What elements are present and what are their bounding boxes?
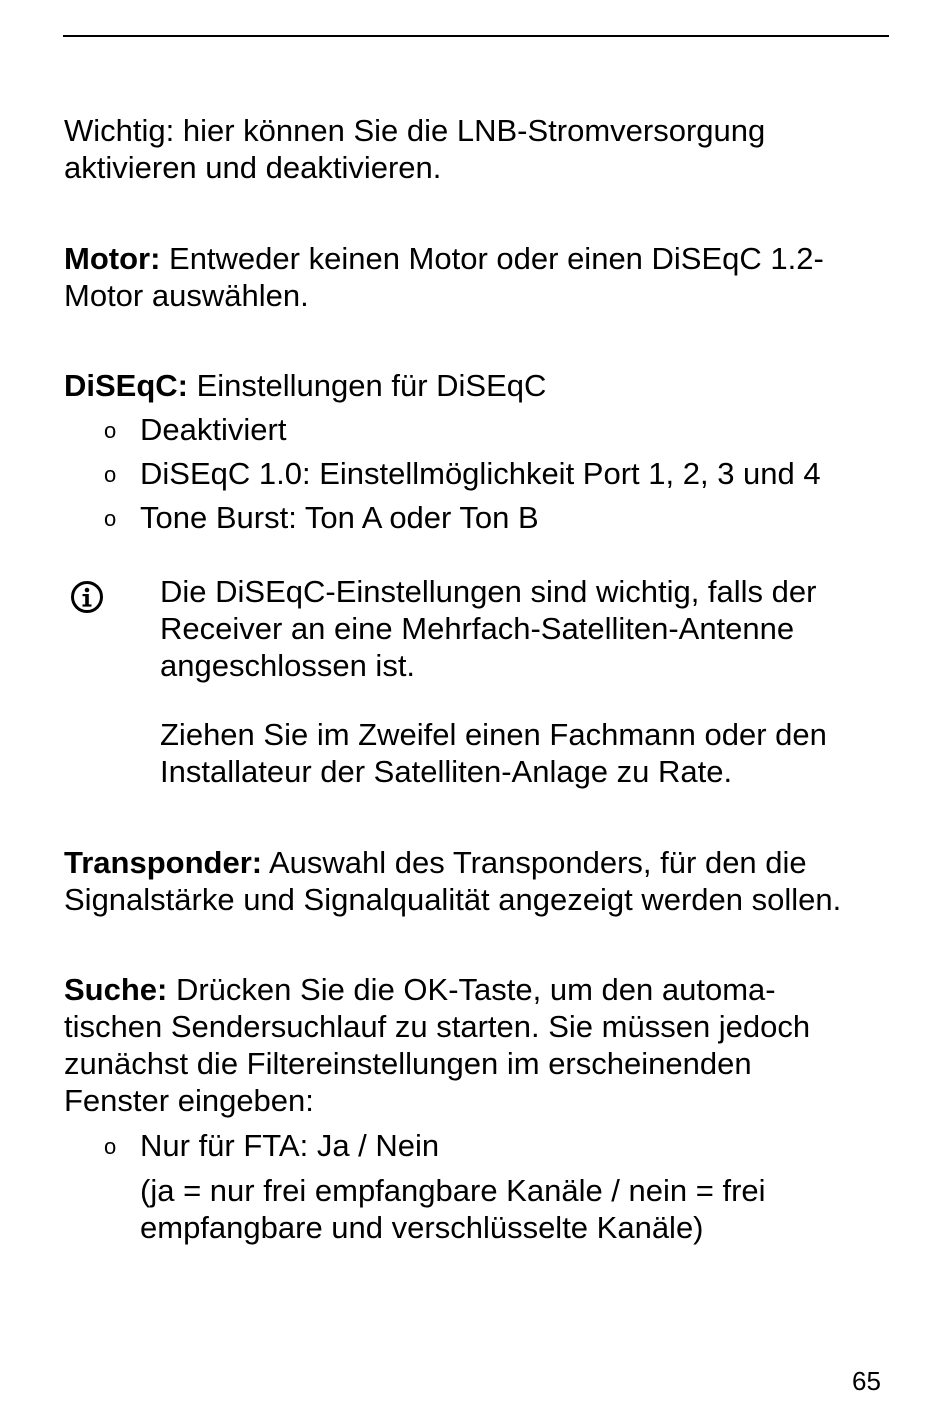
circle-bullet-icon: o <box>104 1134 117 1159</box>
note-line-5: Installateur der Satelliten-Anlage zu Rate. <box>160 754 733 789</box>
suche-line-4: Fenster eingeben: <box>64 1083 314 1118</box>
diseqc-option-label: Deaktiviert <box>140 412 287 447</box>
suche-line-3: zunächst die Filtereinstellungen im erscheinenden <box>64 1046 752 1081</box>
transponder-paragraph <box>64 844 894 918</box>
list-item <box>64 498 894 542</box>
diseqc-paragraph <box>64 367 894 404</box>
circle-bullet-icon: o <box>104 506 117 531</box>
list-item <box>64 1126 894 1170</box>
motor-line-1: Entweder keinen Motor oder einen DiSEqC 1.2- <box>160 241 824 276</box>
suche-option-note-line-2: empfangbare und verschlüsselte Kanäle) <box>140 1210 704 1245</box>
transponder-line-1: Auswahl des Transponders, für den die <box>262 845 807 880</box>
note-paragraph-1 <box>160 573 900 684</box>
suche-option-label: Nur für FTA: Ja / Nein <box>140 1128 440 1163</box>
suche-label: Suche: <box>64 972 168 1007</box>
circle-bullet-icon: o <box>104 418 117 443</box>
note-line-3: angeschlossen ist. <box>160 648 416 683</box>
diseqc-options-list <box>64 410 894 542</box>
lnb-line-1: Wichtig: hier können Sie die LNB-Stromversorgung <box>64 113 766 148</box>
transponder-label: Transponder: <box>64 845 263 880</box>
header-rule <box>63 35 889 37</box>
suche-option-note <box>140 1172 900 1246</box>
lnb-paragraph <box>64 112 894 186</box>
diseqc-option-label: Tone Burst: Ton A oder Ton B <box>140 500 539 535</box>
lnb-line-2: aktivieren und deaktivieren. <box>64 150 442 185</box>
suche-options-list <box>64 1126 894 1170</box>
transponder-line-2: Signalstärke und Signalqualität angezeigt werden sollen. <box>64 882 842 917</box>
suche-paragraph <box>64 971 894 1119</box>
page-number: 65 <box>852 1366 881 1396</box>
motor-line-2: Motor auswählen. <box>64 278 309 313</box>
diseqc-label: DiSEqC: <box>64 368 188 403</box>
suche-option-note-line-1: (ja = nur frei empfangbare Kanäle / nein = frei <box>140 1173 766 1208</box>
motor-paragraph <box>64 240 894 314</box>
diseqc-option-label: DiSEqC 1.0: Einstellmöglichkeit Port 1, 2, 3 und 4 <box>140 456 821 491</box>
note-line-2: Receiver an eine Mehrfach-Satelliten-Antenne <box>160 611 795 646</box>
circle-bullet-icon: o <box>104 462 117 487</box>
note-line-1: Die DiSEqC-Einstellungen sind wichtig, falls der <box>160 574 817 609</box>
list-item <box>64 454 894 498</box>
diseqc-description: Einstellungen für DiSEqC <box>188 368 547 403</box>
note-line-4: Ziehen Sie im Zweifel einen Fachmann oder den <box>160 717 827 752</box>
info-icon <box>70 580 104 614</box>
suche-line-1: Drücken Sie die OK-Taste, um den automa- <box>167 972 776 1007</box>
note-paragraph-2 <box>160 716 900 790</box>
suche-line-2: tischen Sendersuchlauf zu starten. Sie müssen jedoch <box>64 1009 811 1044</box>
list-item <box>64 410 894 454</box>
motor-label: Motor: <box>64 241 161 276</box>
